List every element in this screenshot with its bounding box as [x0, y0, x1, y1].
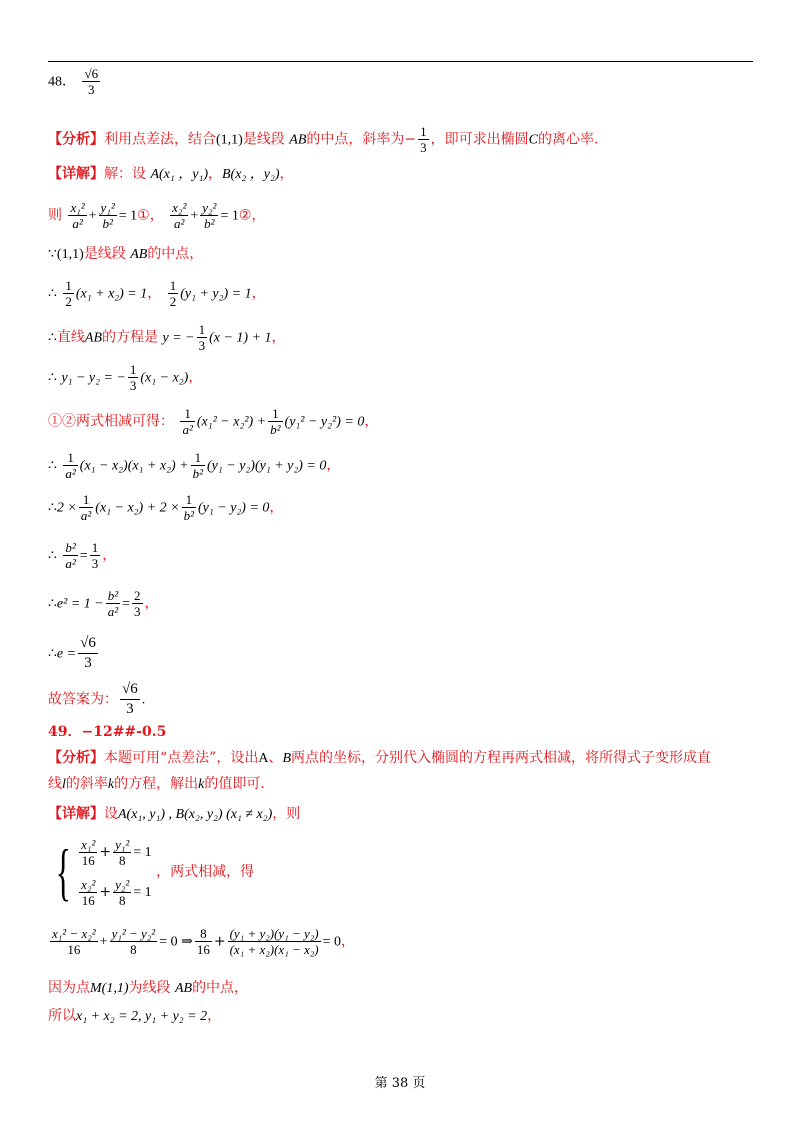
- q48-eccentricity: ∴e = $\frac{√6}{3}$: [48, 635, 96, 671]
- q49-subtracted: $\frac{\text{x₁² − x₂²}}{16}$ + $\frac{\text{y₁² − y₂²}}{8}$ = 0 ⇒ $\frac{8}{16}$ + $\frac{\text{(y₁ + y₂)(y₁ − y₂)}}{\text{(x₁ + x₂)(x₁ − x₂)}}$ = 0，: [52, 926, 356, 957]
- q48-line-equation: ∴直线AB的方程是 y = − $\frac{1}{3}$ (x − 1) + 1，: [48, 322, 286, 353]
- detail-label: 【详解】: [48, 166, 104, 182]
- q48-e-squared: ∴e² = 1 − $\frac{\text{b²}}{\text{a²}}$ = $\frac{2}{3}$ ，: [48, 588, 159, 619]
- analysis-label: 【分析】: [48, 750, 104, 766]
- q48-subtract: ①②两式相减可得： $\frac{1}{\text{a²}}$ (x₁² − x₂²) + $\frac{1}{\text{b²}}$ (y₁² − y₂²) = 0，: [48, 406, 379, 437]
- q49-analysis-line1: 【分析】本题可用“点差法”，设出A、B两点的坐标，分别代入椭圆的方程再两式相减，将所得式子变形成直: [48, 750, 712, 766]
- q48-final-answer: 故答案为： $\frac{√6}{3}$ .: [48, 681, 146, 717]
- q48-difference: ∴ y₁ − y₂ = − $\frac{1}{3}$ (x₁ − x₂)，: [48, 362, 203, 393]
- q48-factored: ∴ $\frac{1}{\text{a²}}$ (x₁ − x₂)(x₁ + x₂) + $\frac{1}{\text{b²}}$ (y₁ − y₂)(y₁ + y₂) = 0，: [48, 450, 341, 481]
- q49-detail: 【详解】设A(x₁, y₁) , B(x₂, y₂) (x₁ ≠ x₂)，则: [48, 806, 301, 822]
- q48-analysis: 【分析】利用点差法，结合(1,1)是线段 AB的中点，斜率为− $\frac{1}{3}$ ，即可求出椭圆C的离心率.: [48, 124, 599, 155]
- detail-label: 【详解】: [48, 806, 104, 822]
- question-number: 48．: [48, 74, 76, 90]
- q49-header: 49．−12##-0.5: [48, 724, 167, 740]
- analysis-label: 【分析】: [48, 131, 104, 148]
- q48-detail: 【详解】解：设 A(x₁ ，y₁)，B(x₂ ，y₂)，: [48, 166, 294, 182]
- q48-midpoint-given: ∵(1,1)是线段 AB的中点，: [48, 246, 204, 262]
- page-number: 第 38 页: [374, 1076, 426, 1091]
- header-rule: [48, 61, 753, 62]
- q49-sums: 所以x₁ + x₂ = 2, y₁ + y₂ = 2，: [48, 1008, 222, 1024]
- left-brace: {: [55, 836, 72, 907]
- q48-ellipse-equations: 则 $\frac{\text{x₁²}}{\text{a²}}$ + $\frac{\text{y₁²}}{\text{b²}}$ = 1①， $\frac{\text{x₂²}}{\text{a²}}$ + $\frac{\text{y₂²}}{\text{b²}}$ = 1②，: [48, 200, 266, 231]
- q48-ratio: ∴ $\frac{\text{b²}}{\text{a²}}$ = $\frac{1}{3}$ ，: [48, 540, 117, 571]
- q48-substituted: ∴2 × $\frac{1}{\text{a²}}$ (x₁ − x₂) + 2 × $\frac{1}{\text{b²}}$ (y₁ − y₂) = 0，: [48, 492, 284, 523]
- q49-system: { $\frac{\text{x₁²}}{16}$ + $\frac{\text{y₁²}}{8}$ = 1 $\frac{\text{x₂²}}{16}$ + $\frac{\text{y₂²}}{8}$ = 1 ，两式相减，得: [55, 836, 255, 908]
- q48-answer-line: [48, 66, 102, 97]
- q48-midpoint-sums: ∴ $\frac{1}{2}$ (x₁ + x₂) = 1， $\frac{1}{2}$ (y₁ + y₂) = 1，: [48, 278, 266, 309]
- answer-fraction: $\frac{√6}{3}$: [84, 66, 99, 97]
- q49-analysis-line2: 线l的斜率k的方程，解出k的值即可.: [48, 776, 265, 792]
- q49-midpoint: 因为点M(1,1)为线段 AB的中点，: [48, 980, 249, 996]
